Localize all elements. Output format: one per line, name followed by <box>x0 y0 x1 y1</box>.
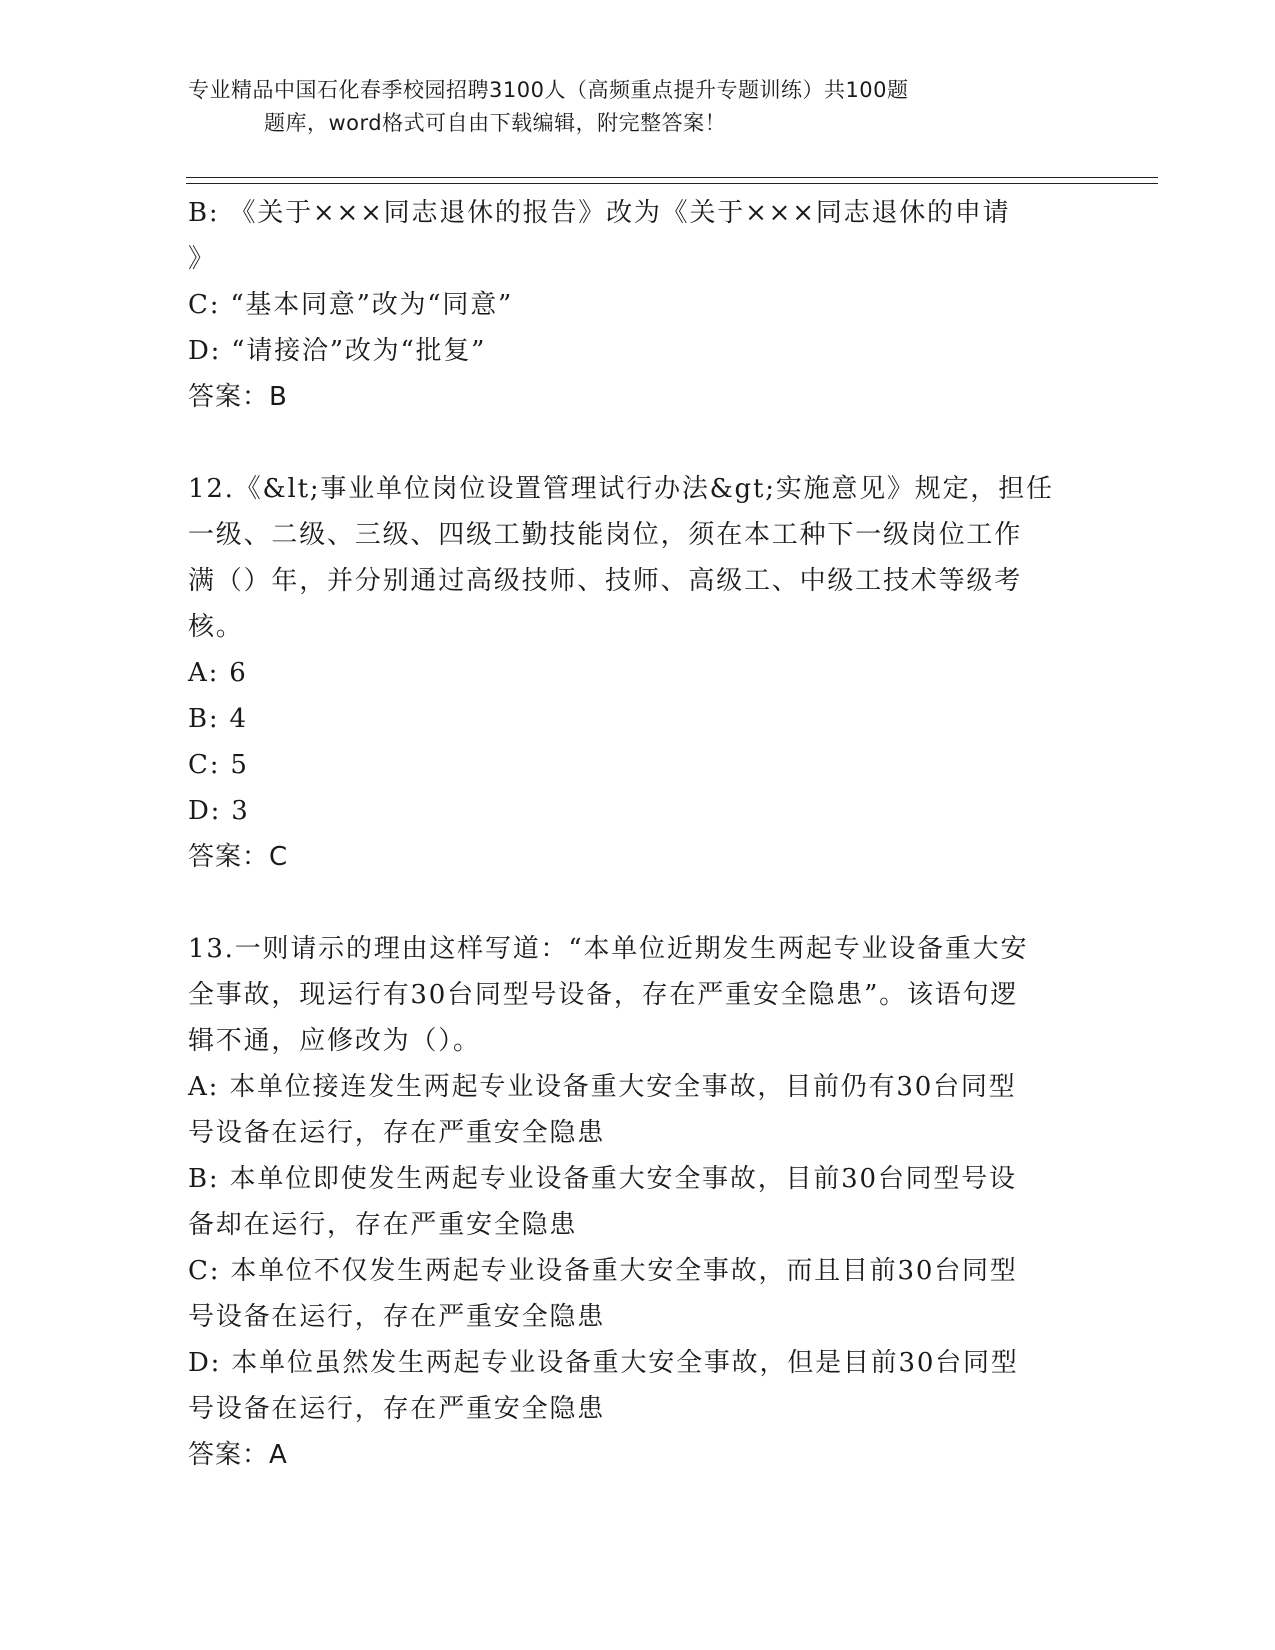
q13-option-b-line-2: 备却在运行，存在严重安全隐患 <box>188 1210 578 1240</box>
q12-option-c: C: 5 <box>188 750 249 780</box>
q12-option-d: D: 3 <box>188 796 250 826</box>
question-11-continued <box>188 190 1088 420</box>
header-title-line-2: 题库，word格式可自由下载编辑，附完整答案！ <box>264 111 727 135</box>
q11-option-c: C: “基本同意”改为“同意” <box>188 290 514 320</box>
q12-stem-line-2: 一级、二级、三级、四级工勤技能岗位，须在本工种下一级岗位工作 <box>188 520 1023 550</box>
document-body <box>188 190 1088 1478</box>
q13-option-d-line-2: 号设备在运行，存在严重安全隐患 <box>188 1394 606 1424</box>
q12-stem-line-3: 满（）年，并分别通过高级技师、技师、高级工、中级工技术等级考 <box>188 566 1023 596</box>
q13-stem-line-3: 辑不通，应修改为（）。 <box>188 1026 481 1056</box>
q11-option-d: D: “请接洽”改为“批复” <box>188 336 487 366</box>
spacer <box>188 880 1088 926</box>
q13-option-a-line-1: A: 本单位接连发生两起专业设备重大安全事故，目前仍有30台同型 <box>188 1072 1017 1102</box>
header-divider-bottom <box>186 183 1158 184</box>
q13-stem-line-1: 13.一则请示的理由这样写道：“本单位近期发生两起专业设备重大安 <box>188 934 1029 964</box>
q11-answer: 答案：B <box>188 382 288 412</box>
q12-stem-line-4: 核。 <box>188 612 244 642</box>
q13-option-c-line-1: C: 本单位不仅发生两起专业设备重大安全事故，而且目前30台同型 <box>188 1256 1018 1286</box>
q11-option-b-line-1: B: 《关于×××同志退休的报告》改为《关于×××同志退休的申请 <box>188 198 1011 228</box>
header-title-line-1: 专业精品中国石化春季校园招聘3100人（高频重点提升专题训练）共100题 <box>188 78 909 102</box>
q11-option-b-line-2: 》 <box>188 244 216 274</box>
q13-option-d-line-1: D: 本单位虽然发生两起专业设备重大安全事故，但是目前30台同型 <box>188 1348 1019 1378</box>
q12-option-a: A: 6 <box>188 658 248 688</box>
question-13 <box>188 926 1088 1478</box>
q12-answer: 答案：C <box>188 842 289 872</box>
q13-option-a-line-2: 号设备在运行，存在严重安全隐患 <box>188 1118 606 1148</box>
q13-answer: 答案：A <box>188 1440 288 1470</box>
question-12 <box>188 466 1088 880</box>
header-divider-top <box>186 177 1158 178</box>
q13-stem-line-2: 全事故，现运行有30台同型号设备，存在严重安全隐患”。该语句逻 <box>188 980 1019 1010</box>
q12-option-b: B: 4 <box>188 704 248 734</box>
page-header <box>188 74 1128 140</box>
spacer <box>188 420 1088 466</box>
q13-option-b-line-1: B: 本单位即使发生两起专业设备重大安全事故，目前30台同型号设 <box>188 1164 1017 1194</box>
q13-option-c-line-2: 号设备在运行，存在严重安全隐患 <box>188 1302 606 1332</box>
q12-stem-line-1: 12.《&lt;事业单位岗位设置管理试行办法&gt;实施意见》规定，担任 <box>188 474 1054 504</box>
